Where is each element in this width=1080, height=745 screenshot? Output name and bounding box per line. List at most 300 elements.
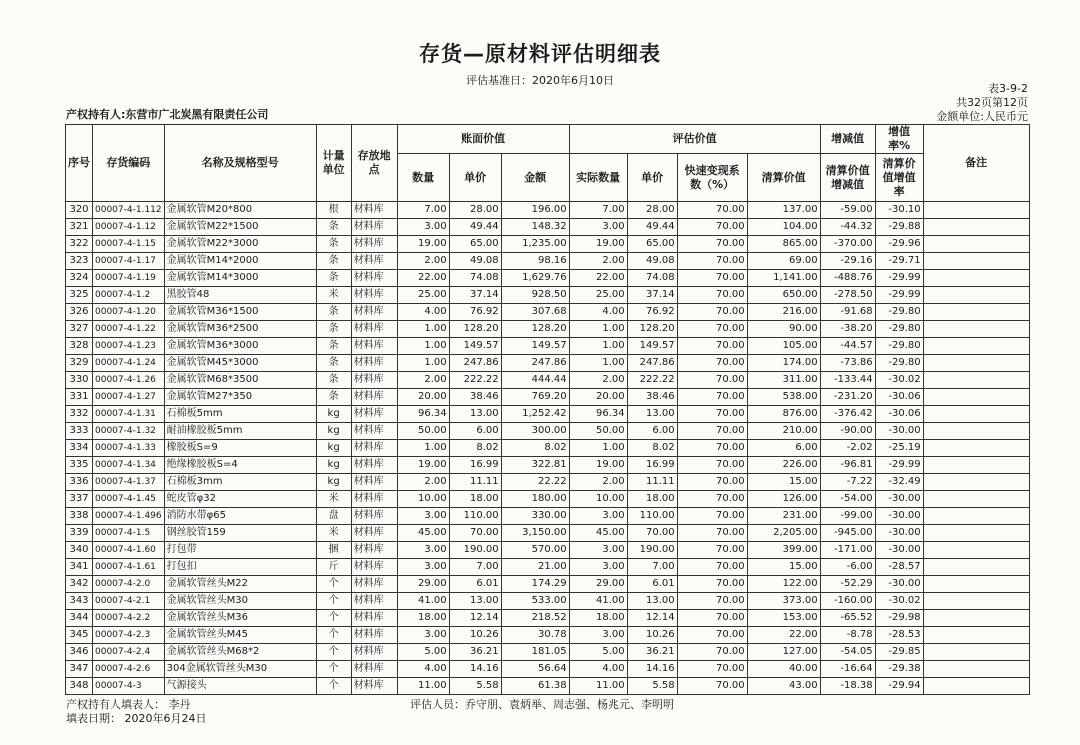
cell-liquidation-factor: 70.00 — [677, 423, 747, 440]
cell-location: 材料库 — [351, 253, 397, 270]
cell-remark — [923, 644, 1029, 661]
cell-eval-price: 65.00 — [627, 236, 677, 253]
cell-name: 绝缘橡胶板S=4 — [164, 457, 316, 474]
cell-increase-rate: -29.38 — [875, 661, 923, 678]
cell-book-qty: 1.00 — [397, 321, 449, 338]
cell-liquidation-value: 127.00 — [747, 644, 820, 661]
cell-increase-rate: -29.98 — [875, 610, 923, 627]
cell-code: 00007-4-1.33 — [93, 440, 165, 457]
cell-liquidation-value: 15.00 — [747, 559, 820, 576]
cell-liquidation-factor: 70.00 — [677, 593, 747, 610]
cell-code: 00007-4-1.112 — [93, 202, 165, 219]
cell-book-qty: 20.00 — [397, 389, 449, 406]
cell-increase-rate: -28.53 — [875, 627, 923, 644]
cell-unit: 条 — [316, 304, 351, 321]
table-row — [66, 593, 1030, 610]
cell-code: 00007-4-1.12 — [93, 219, 165, 236]
cell-seq: 340 — [66, 542, 93, 559]
cell-name: 金属软管M45*3000 — [164, 355, 316, 372]
cell-eval-price: 7.00 — [627, 559, 677, 576]
cell-book-price: 5.58 — [449, 678, 501, 695]
page-info: 共32页第12页 — [956, 96, 1028, 109]
cell-unit: 条 — [316, 338, 351, 355]
cell-remark — [923, 610, 1029, 627]
cell-actual-qty: 19.00 — [569, 457, 627, 474]
table-row — [66, 236, 1030, 253]
cell-remark — [923, 661, 1029, 678]
cell-actual-qty: 4.00 — [569, 661, 627, 678]
cell-remark — [923, 508, 1029, 525]
cell-book-price: 6.00 — [449, 423, 501, 440]
header-liquidation-factor: 快速变现系数（%） — [677, 154, 747, 202]
cell-increase-rate: -29.99 — [875, 457, 923, 474]
cell-seq: 337 — [66, 491, 93, 508]
currency-unit: 金额单位:人民币元 — [936, 110, 1028, 123]
cell-liquidation-value: 1,141.00 — [747, 270, 820, 287]
cell-remark — [923, 542, 1029, 559]
cell-unit: 个 — [316, 593, 351, 610]
cell-liquidation-factor: 70.00 — [677, 627, 747, 644]
cell-unit: kg — [316, 457, 351, 474]
header-book-value: 账面价值 — [397, 125, 569, 154]
cell-book-amount: 3,150.00 — [501, 525, 569, 542]
cell-seq: 346 — [66, 644, 93, 661]
cell-increase-value: -2.02 — [820, 440, 875, 457]
cell-seq: 324 — [66, 270, 93, 287]
cell-increase-value: -44.57 — [820, 338, 875, 355]
cell-name: 耐油橡胶板5mm — [164, 423, 316, 440]
cell-liquidation-value: 865.00 — [747, 236, 820, 253]
table-row — [66, 270, 1030, 287]
cell-increase-value: -73.86 — [820, 355, 875, 372]
header-eval-price: 单价 — [627, 154, 677, 202]
cell-name: 黑胶管48 — [164, 287, 316, 304]
header-increase-group: 增减值 — [820, 125, 875, 154]
cell-book-amount: 769.20 — [501, 389, 569, 406]
table-row — [66, 576, 1030, 593]
cell-location: 材料库 — [351, 423, 397, 440]
cell-unit: 个 — [316, 627, 351, 644]
cell-actual-qty: 4.00 — [569, 304, 627, 321]
cell-code: 00007-4-2.1 — [93, 593, 165, 610]
cell-location: 材料库 — [351, 304, 397, 321]
cell-name: 金属软管M36*1500 — [164, 304, 316, 321]
cell-actual-qty: 3.00 — [569, 542, 627, 559]
cell-liquidation-value: 373.00 — [747, 593, 820, 610]
cell-increase-rate: -29.71 — [875, 253, 923, 270]
cell-code: 00007-4-2.3 — [93, 627, 165, 644]
cell-book-price: 28.00 — [449, 202, 501, 219]
cell-liquidation-factor: 70.00 — [677, 389, 747, 406]
cell-seq: 339 — [66, 525, 93, 542]
cell-liquidation-factor: 70.00 — [677, 253, 747, 270]
cell-book-price: 247.86 — [449, 355, 501, 372]
header-location: 存放地点 — [351, 125, 397, 202]
cell-liquidation-factor: 70.00 — [677, 219, 747, 236]
cell-actual-qty: 3.00 — [569, 219, 627, 236]
cell-liquidation-factor: 70.00 — [677, 559, 747, 576]
table-row — [66, 457, 1030, 474]
cell-increase-rate: -29.99 — [875, 287, 923, 304]
cell-liquidation-factor: 70.00 — [677, 406, 747, 423]
cell-liquidation-value: 6.00 — [747, 440, 820, 457]
cell-book-price: 49.08 — [449, 253, 501, 270]
cell-code: 00007-4-1.60 — [93, 542, 165, 559]
cell-actual-qty: 2.00 — [569, 474, 627, 491]
cell-name: 橡胶板S=9 — [164, 440, 316, 457]
cell-actual-qty: 22.00 — [569, 270, 627, 287]
base-date: 评估基准日：2020年6月10日 — [466, 74, 614, 87]
cell-book-price: 7.00 — [449, 559, 501, 576]
cell-unit: kg — [316, 440, 351, 457]
cell-increase-rate: -30.00 — [875, 508, 923, 525]
cell-increase-rate: -29.80 — [875, 321, 923, 338]
cell-increase-value: -133.44 — [820, 372, 875, 389]
cell-book-qty: 1.00 — [397, 355, 449, 372]
cell-code: 00007-4-2.2 — [93, 610, 165, 627]
cell-code: 00007-4-1.61 — [93, 559, 165, 576]
cell-book-price: 18.00 — [449, 491, 501, 508]
owner-filler: 产权持有人填表人： 李丹 — [66, 698, 191, 711]
cell-book-amount: 1,235.00 — [501, 236, 569, 253]
cell-book-amount: 300.00 — [501, 423, 569, 440]
cell-eval-price: 13.00 — [627, 593, 677, 610]
cell-location: 材料库 — [351, 678, 397, 695]
cell-actual-qty: 50.00 — [569, 423, 627, 440]
cell-increase-rate: -29.96 — [875, 236, 923, 253]
table-row — [66, 389, 1030, 406]
cell-name: 石棉板3mm — [164, 474, 316, 491]
cell-actual-qty: 1.00 — [569, 440, 627, 457]
table-row — [66, 355, 1030, 372]
cell-liquidation-factor: 70.00 — [677, 576, 747, 593]
cell-seq: 321 — [66, 219, 93, 236]
cell-book-price: 65.00 — [449, 236, 501, 253]
cell-book-qty: 96.34 — [397, 406, 449, 423]
cell-code: 00007-4-1.31 — [93, 406, 165, 423]
cell-book-qty: 3.00 — [397, 627, 449, 644]
cell-increase-rate: -29.88 — [875, 219, 923, 236]
cell-name: 金属软管M14*3000 — [164, 270, 316, 287]
cell-increase-rate: -29.85 — [875, 644, 923, 661]
cell-liquidation-value: 22.00 — [747, 627, 820, 644]
header-increase-value: 清算价值增减值 — [820, 154, 875, 202]
cell-seq: 323 — [66, 253, 93, 270]
cell-unit: 个 — [316, 576, 351, 593]
cell-increase-value: -54.05 — [820, 644, 875, 661]
table-row — [66, 202, 1030, 219]
cell-name: 金属软管M27*350 — [164, 389, 316, 406]
cell-book-price: 70.00 — [449, 525, 501, 542]
cell-book-amount: 149.57 — [501, 338, 569, 355]
cell-book-qty: 3.00 — [397, 508, 449, 525]
cell-book-amount: 1,252.42 — [501, 406, 569, 423]
cell-code: 00007-4-1.27 — [93, 389, 165, 406]
cell-increase-value: -16.64 — [820, 661, 875, 678]
cell-remark — [923, 270, 1029, 287]
cell-code: 00007-4-1.26 — [93, 372, 165, 389]
cell-book-amount: 21.00 — [501, 559, 569, 576]
cell-eval-price: 12.14 — [627, 610, 677, 627]
cell-remark — [923, 559, 1029, 576]
cell-increase-rate: -29.99 — [875, 270, 923, 287]
cell-seq: 344 — [66, 610, 93, 627]
cell-location: 材料库 — [351, 559, 397, 576]
evaluators: 评估人员：乔守朋、袁炳举、周志强、杨兆元、李明明 — [410, 698, 674, 711]
cell-code: 00007-4-3 — [93, 678, 165, 695]
cell-code: 00007-4-1.45 — [93, 491, 165, 508]
cell-name: 蛇皮管φ32 — [164, 491, 316, 508]
cell-liquidation-factor: 70.00 — [677, 474, 747, 491]
table-row — [66, 219, 1030, 236]
cell-increase-value: -231.20 — [820, 389, 875, 406]
cell-liquidation-value: 174.00 — [747, 355, 820, 372]
cell-seq: 330 — [66, 372, 93, 389]
cell-book-qty: 3.00 — [397, 542, 449, 559]
cell-remark — [923, 287, 1029, 304]
cell-code: 00007-4-1.37 — [93, 474, 165, 491]
cell-actual-qty: 2.00 — [569, 253, 627, 270]
cell-liquidation-value: 122.00 — [747, 576, 820, 593]
cell-location: 材料库 — [351, 372, 397, 389]
cell-liquidation-value: 231.00 — [747, 508, 820, 525]
cell-book-qty: 18.00 — [397, 610, 449, 627]
cell-book-price: 110.00 — [449, 508, 501, 525]
cell-increase-value: -171.00 — [820, 542, 875, 559]
cell-location: 材料库 — [351, 576, 397, 593]
cell-eval-price: 5.58 — [627, 678, 677, 695]
cell-increase-value: -160.00 — [820, 593, 875, 610]
table-row — [66, 287, 1030, 304]
cell-actual-qty: 96.34 — [569, 406, 627, 423]
cell-liquidation-value: 104.00 — [747, 219, 820, 236]
cell-unit: 根 — [316, 202, 351, 219]
cell-location: 材料库 — [351, 457, 397, 474]
cell-eval-price: 6.00 — [627, 423, 677, 440]
header-actual-qty: 实际数量 — [569, 154, 627, 202]
cell-name: 304金属软管丝头M30 — [164, 661, 316, 678]
cell-liquidation-value: 226.00 — [747, 457, 820, 474]
cell-increase-rate: -30.06 — [875, 389, 923, 406]
cell-book-price: 37.14 — [449, 287, 501, 304]
cell-liquidation-value: 15.00 — [747, 474, 820, 491]
cell-liquidation-factor: 70.00 — [677, 236, 747, 253]
cell-eval-price: 149.57 — [627, 338, 677, 355]
cell-name: 钢丝胶管159 — [164, 525, 316, 542]
cell-seq: 343 — [66, 593, 93, 610]
cell-unit: kg — [316, 423, 351, 440]
cell-increase-value: -52.29 — [820, 576, 875, 593]
cell-increase-rate: -30.10 — [875, 202, 923, 219]
cell-book-price: 222.22 — [449, 372, 501, 389]
cell-remark — [923, 338, 1029, 355]
cell-unit: 米 — [316, 287, 351, 304]
cell-book-price: 74.08 — [449, 270, 501, 287]
cell-book-amount: 181.05 — [501, 644, 569, 661]
cell-increase-value: -44.32 — [820, 219, 875, 236]
cell-seq: 338 — [66, 508, 93, 525]
cell-liquidation-factor: 70.00 — [677, 270, 747, 287]
cell-remark — [923, 576, 1029, 593]
cell-liquidation-factor: 70.00 — [677, 304, 747, 321]
cell-seq: 348 — [66, 678, 93, 695]
cell-increase-value: -54.00 — [820, 491, 875, 508]
cell-book-price: 128.20 — [449, 321, 501, 338]
cell-book-qty: 10.00 — [397, 491, 449, 508]
cell-book-qty: 4.00 — [397, 304, 449, 321]
cell-increase-rate: -30.06 — [875, 406, 923, 423]
cell-book-qty: 2.00 — [397, 372, 449, 389]
cell-seq: 322 — [66, 236, 93, 253]
cell-increase-value: -29.16 — [820, 253, 875, 270]
cell-actual-qty: 18.00 — [569, 610, 627, 627]
cell-seq: 336 — [66, 474, 93, 491]
cell-increase-rate: -30.00 — [875, 542, 923, 559]
cell-increase-value: -38.20 — [820, 321, 875, 338]
cell-book-amount: 180.00 — [501, 491, 569, 508]
table-row — [66, 304, 1030, 321]
table-row — [66, 559, 1030, 576]
cell-eval-price: 14.16 — [627, 661, 677, 678]
cell-liquidation-value: 69.00 — [747, 253, 820, 270]
cell-unit: 个 — [316, 610, 351, 627]
cell-remark — [923, 355, 1029, 372]
cell-eval-price: 110.00 — [627, 508, 677, 525]
cell-book-amount: 533.00 — [501, 593, 569, 610]
cell-increase-value: -99.00 — [820, 508, 875, 525]
cell-unit: 个 — [316, 678, 351, 695]
cell-book-qty: 2.00 — [397, 253, 449, 270]
cell-seq: 328 — [66, 338, 93, 355]
cell-book-price: 38.46 — [449, 389, 501, 406]
cell-book-amount: 307.68 — [501, 304, 569, 321]
cell-liquidation-value: 126.00 — [747, 491, 820, 508]
cell-liquidation-value: 311.00 — [747, 372, 820, 389]
cell-name: 金属软管丝头M68*2 — [164, 644, 316, 661]
cell-code: 00007-4-1.5 — [93, 525, 165, 542]
cell-liquidation-factor: 70.00 — [677, 525, 747, 542]
cell-remark — [923, 525, 1029, 542]
cell-remark — [923, 236, 1029, 253]
cell-unit: 捆 — [316, 542, 351, 559]
cell-seq: 325 — [66, 287, 93, 304]
cell-liquidation-value: 650.00 — [747, 287, 820, 304]
cell-seq: 320 — [66, 202, 93, 219]
cell-actual-qty: 45.00 — [569, 525, 627, 542]
cell-location: 材料库 — [351, 236, 397, 253]
cell-actual-qty: 1.00 — [569, 338, 627, 355]
cell-increase-rate: -30.02 — [875, 593, 923, 610]
cell-liquidation-factor: 70.00 — [677, 457, 747, 474]
cell-location: 材料库 — [351, 644, 397, 661]
cell-liquidation-value: 105.00 — [747, 338, 820, 355]
cell-book-qty: 1.00 — [397, 440, 449, 457]
cell-increase-value: -8.78 — [820, 627, 875, 644]
table-row — [66, 423, 1030, 440]
cell-seq: 347 — [66, 661, 93, 678]
cell-remark — [923, 202, 1029, 219]
cell-liquidation-factor: 70.00 — [677, 678, 747, 695]
cell-book-price: 11.11 — [449, 474, 501, 491]
cell-seq: 327 — [66, 321, 93, 338]
cell-book-amount: 22.22 — [501, 474, 569, 491]
cell-increase-rate: -28.57 — [875, 559, 923, 576]
inventory-table — [65, 124, 1030, 695]
cell-book-price: 12.14 — [449, 610, 501, 627]
cell-book-amount: 128.20 — [501, 321, 569, 338]
cell-increase-value: -96.81 — [820, 457, 875, 474]
cell-book-qty: 3.00 — [397, 559, 449, 576]
cell-code: 00007-4-1.17 — [93, 253, 165, 270]
cell-liquidation-value: 43.00 — [747, 678, 820, 695]
cell-name: 石棉板5mm — [164, 406, 316, 423]
cell-name: 金属软管M14*2000 — [164, 253, 316, 270]
cell-increase-rate: -30.00 — [875, 576, 923, 593]
cell-book-amount: 928.50 — [501, 287, 569, 304]
cell-liquidation-factor: 70.00 — [677, 508, 747, 525]
table-row — [66, 644, 1030, 661]
header-code: 存货编码 — [93, 125, 165, 202]
cell-book-qty: 2.00 — [397, 474, 449, 491]
cell-book-qty: 45.00 — [397, 525, 449, 542]
cell-book-amount: 247.86 — [501, 355, 569, 372]
cell-liquidation-factor: 70.00 — [677, 372, 747, 389]
cell-book-price: 76.92 — [449, 304, 501, 321]
cell-book-amount: 56.64 — [501, 661, 569, 678]
cell-increase-value: -370.00 — [820, 236, 875, 253]
cell-code: 00007-4-1.20 — [93, 304, 165, 321]
cell-eval-price: 13.00 — [627, 406, 677, 423]
cell-book-amount: 322.81 — [501, 457, 569, 474]
cell-seq: 326 — [66, 304, 93, 321]
cell-location: 材料库 — [351, 440, 397, 457]
cell-actual-qty: 29.00 — [569, 576, 627, 593]
cell-code: 00007-4-1.22 — [93, 321, 165, 338]
cell-unit: 条 — [316, 270, 351, 287]
cell-actual-qty: 1.00 — [569, 355, 627, 372]
cell-book-price: 149.57 — [449, 338, 501, 355]
cell-eval-price: 70.00 — [627, 525, 677, 542]
cell-liquidation-factor: 70.00 — [677, 338, 747, 355]
header-liquidation-value: 清算价值 — [747, 154, 820, 202]
table-row — [66, 253, 1030, 270]
cell-name: 打包扣 — [164, 559, 316, 576]
cell-code: 00007-4-2.4 — [93, 644, 165, 661]
cell-name: 金属软管M22*1500 — [164, 219, 316, 236]
cell-book-price: 49.44 — [449, 219, 501, 236]
cell-actual-qty: 7.00 — [569, 202, 627, 219]
cell-name: 气源接头 — [164, 678, 316, 695]
cell-eval-price: 36.21 — [627, 644, 677, 661]
cell-name: 消防水带φ65 — [164, 508, 316, 525]
table-row — [66, 491, 1030, 508]
cell-location: 材料库 — [351, 610, 397, 627]
table-row — [66, 406, 1030, 423]
cell-remark — [923, 389, 1029, 406]
cell-seq: 333 — [66, 423, 93, 440]
cell-increase-rate: -32.49 — [875, 474, 923, 491]
cell-location: 材料库 — [351, 474, 397, 491]
cell-actual-qty: 19.00 — [569, 236, 627, 253]
cell-unit: 条 — [316, 253, 351, 270]
cell-liquidation-factor: 70.00 — [677, 440, 747, 457]
cell-book-qty: 5.00 — [397, 644, 449, 661]
cell-book-price: 10.26 — [449, 627, 501, 644]
cell-remark — [923, 219, 1029, 236]
cell-book-amount: 444.44 — [501, 372, 569, 389]
cell-increase-rate: -29.80 — [875, 355, 923, 372]
cell-book-price: 190.00 — [449, 542, 501, 559]
